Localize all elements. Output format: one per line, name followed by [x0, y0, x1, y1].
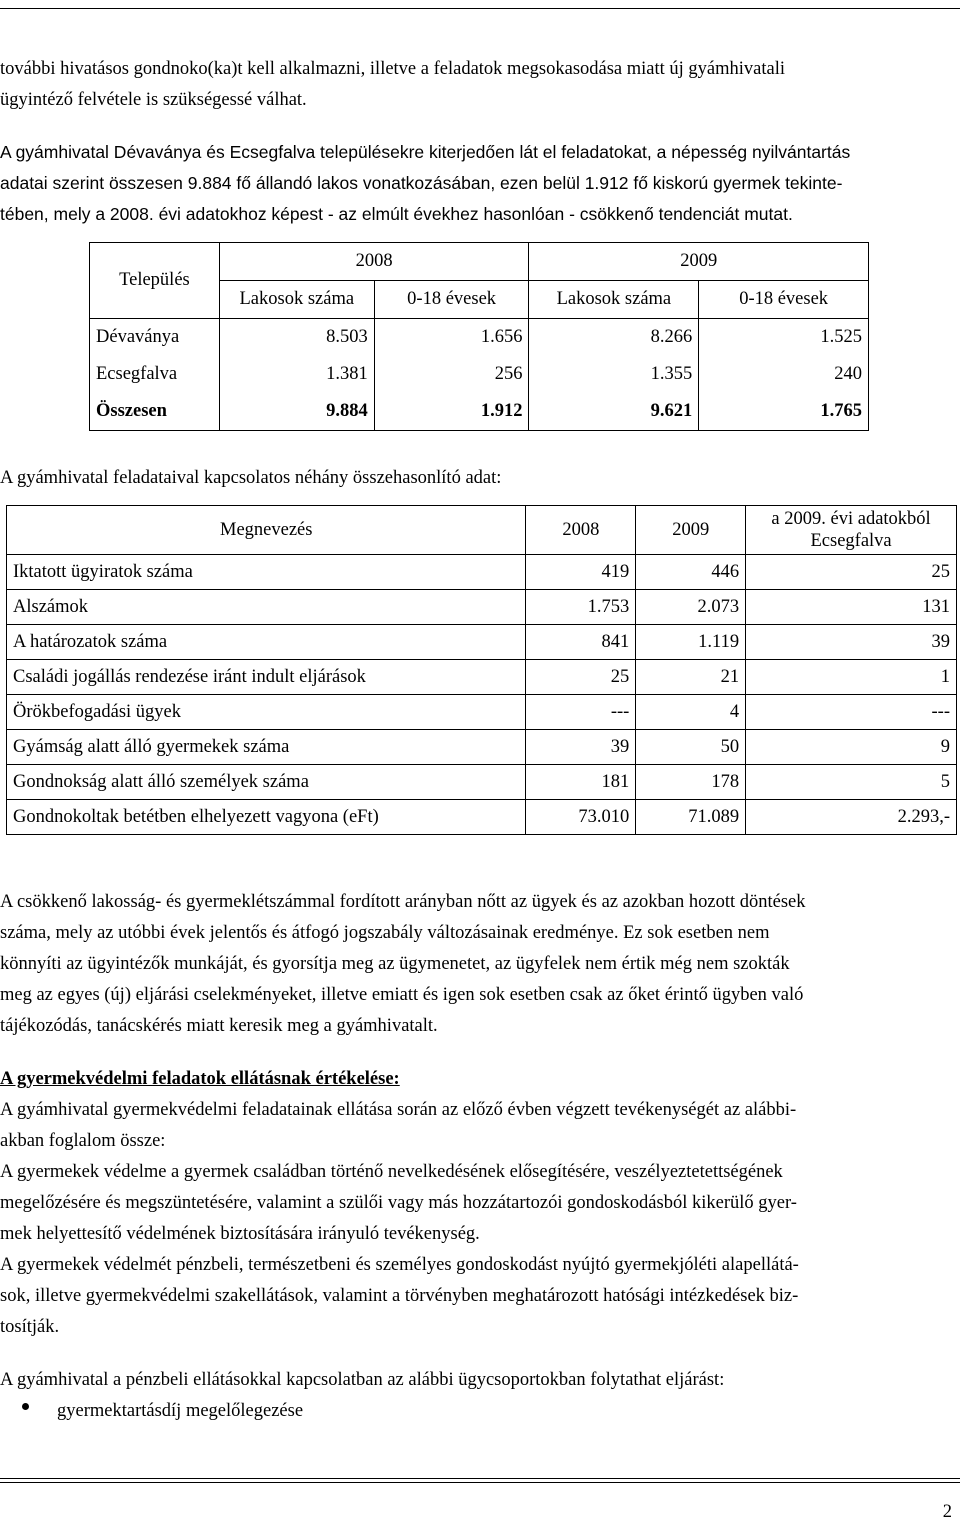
- cell-ecsegfalva: 9: [746, 730, 957, 765]
- header-year-2009: 2009: [529, 243, 869, 281]
- text-line: tosítják.: [0, 1317, 60, 1337]
- comparison-intro: [0, 463, 956, 494]
- cell-2008: 73.010: [526, 800, 636, 835]
- cell-value: 9.621: [529, 393, 699, 431]
- table-row: [7, 660, 957, 695]
- text-line: A gyámhivatal a pénzbeli ellátásokkal kapcsolatban az alábbi ügycsoportokban folytathat eljárást:: [0, 1370, 725, 1390]
- cell-2009: 1.119: [636, 625, 746, 660]
- cell-2008: 419: [526, 555, 636, 590]
- cell-2009: 71.089: [636, 800, 746, 835]
- table-row: [7, 625, 957, 660]
- cell-ecsegfalva: 39: [746, 625, 957, 660]
- table-header-row: [7, 506, 957, 555]
- header-name: Megnevezés: [7, 506, 526, 555]
- cell-2009: 446: [636, 555, 746, 590]
- table-total-row: [90, 393, 869, 431]
- population-table: [89, 242, 869, 431]
- text-line: A gyámhivatal gyermekvédelmi feladatainak ellátása során az előző évben végzett tevékenységét az alábbi-: [0, 1100, 797, 1120]
- text-line: további hivatásos gondnoko(ka)t kell alkalmazni, illetve a feladatok megsokasodása miatt új gyámhivatali: [0, 59, 786, 79]
- cell-value: 256: [374, 356, 529, 393]
- text-line: megelőzésére és megszüntetésére, valamint a szülői vagy más hozzátartozói gondoskodásból kikerülő gyer-: [0, 1193, 797, 1213]
- header-extra-line: a 2009. évi adatokból: [771, 509, 931, 529]
- table-row: [7, 800, 957, 835]
- text-line: A gyámhivatal Dévaványa és Ecsegfalva településekre kiterjedően lát el feladatokat, a népesség nyilvántartás: [0, 142, 851, 162]
- table-row: [7, 695, 957, 730]
- cell-2009: 4: [636, 695, 746, 730]
- section-heading-block: [0, 1064, 956, 1095]
- cell-ecsegfalva: 25: [746, 555, 957, 590]
- text-line: A csökkenő lakosság- és gyermeklétszámmal fordított arányban nőtt az ügyek és az azokban hozott döntések: [0, 892, 806, 912]
- page-number: 2: [942, 1502, 952, 1522]
- text-line: A gyermekek védelme a gyermek családban történő nevelkedésének elősegítésére, veszélyeztetettségének: [0, 1162, 783, 1182]
- header-year-2008: 2008: [219, 243, 529, 281]
- cell-value: 1.381: [219, 356, 374, 393]
- header-2008: 2008: [526, 506, 636, 555]
- text-line: mek helyettesítő védelmének biztosítására irányuló tevékenység.: [0, 1224, 480, 1244]
- text-line: tájékozódás, tanácskérés miatt keresik meg a gyámhivatalt.: [0, 1016, 438, 1036]
- cell-value: 1.525: [699, 319, 869, 357]
- procedures-paragraph: [0, 1365, 956, 1396]
- row-label: Családi jogállás rendezése iránt indult eljárások: [7, 660, 526, 695]
- child-protection-paragraph: [0, 1095, 956, 1343]
- cell-ecsegfalva: 1: [746, 660, 957, 695]
- cell-ecsegfalva: ---: [746, 695, 957, 730]
- table-row: [7, 555, 957, 590]
- row-label: Iktatott ügyiratok száma: [7, 555, 526, 590]
- text-line: ügyintéző felvétele is szükségessé válhat.: [0, 90, 307, 110]
- cell-2009: 2.073: [636, 590, 746, 625]
- cell-2008: ---: [526, 695, 636, 730]
- row-label: Alszámok: [7, 590, 526, 625]
- table-row: [7, 590, 957, 625]
- cell-2008: 1.753: [526, 590, 636, 625]
- population-paragraph: [0, 137, 956, 230]
- header-2009: 2009: [636, 506, 746, 555]
- cell-ecsegfalva: 131: [746, 590, 957, 625]
- cell-2009: 21: [636, 660, 746, 695]
- table-header-row: [90, 243, 869, 281]
- cell-2009: 178: [636, 765, 746, 800]
- header-settlement: Település: [90, 243, 220, 319]
- cell-ecsegfalva: 2.293,-: [746, 800, 957, 835]
- row-label: Összesen: [90, 393, 220, 431]
- section-heading: A gyermekvédelmi feladatok ellátásnak értékelése:: [0, 1069, 400, 1089]
- text-line: A gyermekek védelmét pénzbeli, természetbeni és személyes gondoskodást nyújtó gyermekjóléti alapellátá-: [0, 1255, 799, 1275]
- header-rule: [0, 8, 960, 9]
- text-line: könnyíti az ügyintézők munkáját, és gyorsítja meg az ügymenetet, az ügyfelek nem értik még nem szokták: [0, 954, 790, 974]
- cell-value: 8.266: [529, 319, 699, 357]
- row-label: Gyámság alatt álló gyermekek száma: [7, 730, 526, 765]
- text-line: száma, mely az utóbbi évek jelentős és átfogó jogszabály változásainak eredménye. Ez sok esetben nem: [0, 923, 770, 943]
- cell-value: 1.765: [699, 393, 869, 431]
- cell-value: 8.503: [219, 319, 374, 357]
- text-line: sok, illetve gyermekvédelmi szakellátások, valamint a törvényben meghatározott hatósági intézkedések biz-: [0, 1286, 799, 1306]
- table-row: [90, 319, 869, 357]
- row-label: Gondnokoltak betétben elhelyezett vagyona (eFt): [7, 800, 526, 835]
- cell-2008: 39: [526, 730, 636, 765]
- cell-2009: 50: [636, 730, 746, 765]
- cell-value: 1.656: [374, 319, 529, 357]
- header-population-2008: Lakosok száma: [219, 281, 374, 319]
- cell-2008: 181: [526, 765, 636, 800]
- table-row: [7, 765, 957, 800]
- footer-rule-thin: [0, 1482, 960, 1483]
- text-line: meg az egyes (új) eljárási cselekményeket, illetve emiatt és igen sok esetben csak az őket érintő ügyben való: [0, 985, 804, 1005]
- row-label: Ecsegfalva: [90, 356, 220, 393]
- cell-value: 240: [699, 356, 869, 393]
- caseload-paragraph: [0, 887, 956, 1042]
- header-population-2009: Lakosok száma: [529, 281, 699, 319]
- cell-ecsegfalva: 5: [746, 765, 957, 800]
- text-line: akban foglalom össze:: [0, 1131, 166, 1151]
- header-extra-line: Ecsegfalva: [810, 531, 892, 551]
- cell-2008: 25: [526, 660, 636, 695]
- cell-value: 1.912: [374, 393, 529, 431]
- cell-value: 9.884: [219, 393, 374, 431]
- text-line: adatai szerint összesen 9.884 fő állandó lakos vonatkozásában, ezen belül 1.912 fő kiskorú gyermek tekinte-: [0, 173, 843, 193]
- text-line: A gyámhivatal feladataival kapcsolatos néhány összehasonlító adat:: [0, 468, 502, 488]
- cell-2008: 841: [526, 625, 636, 660]
- comparison-table: [6, 505, 957, 835]
- intro-paragraph: [0, 54, 956, 116]
- header-minors-2008: 0-18 évesek: [374, 281, 529, 319]
- table-row: [7, 730, 957, 765]
- row-label: Gondnokság alatt álló személyek száma: [7, 765, 526, 800]
- footer-rule: [0, 1478, 960, 1479]
- row-label: Dévaványa: [90, 319, 220, 357]
- bullet-item: gyermektartásdíj megelőlegezése: [57, 1401, 304, 1421]
- text-line: tében, mely a 2008. évi adatokhoz képest - az elmúlt évekhez hasonlóan - csökkenő tendenciát mutat.: [0, 204, 793, 224]
- header-minors-2009: 0-18 évesek: [699, 281, 869, 319]
- bullet-icon: [22, 1403, 29, 1410]
- header-ecsegfalva-2009: [746, 506, 957, 555]
- table-row: [90, 356, 869, 393]
- cell-value: 1.355: [529, 356, 699, 393]
- row-label: Örökbefogadási ügyek: [7, 695, 526, 730]
- row-label: A határozatok száma: [7, 625, 526, 660]
